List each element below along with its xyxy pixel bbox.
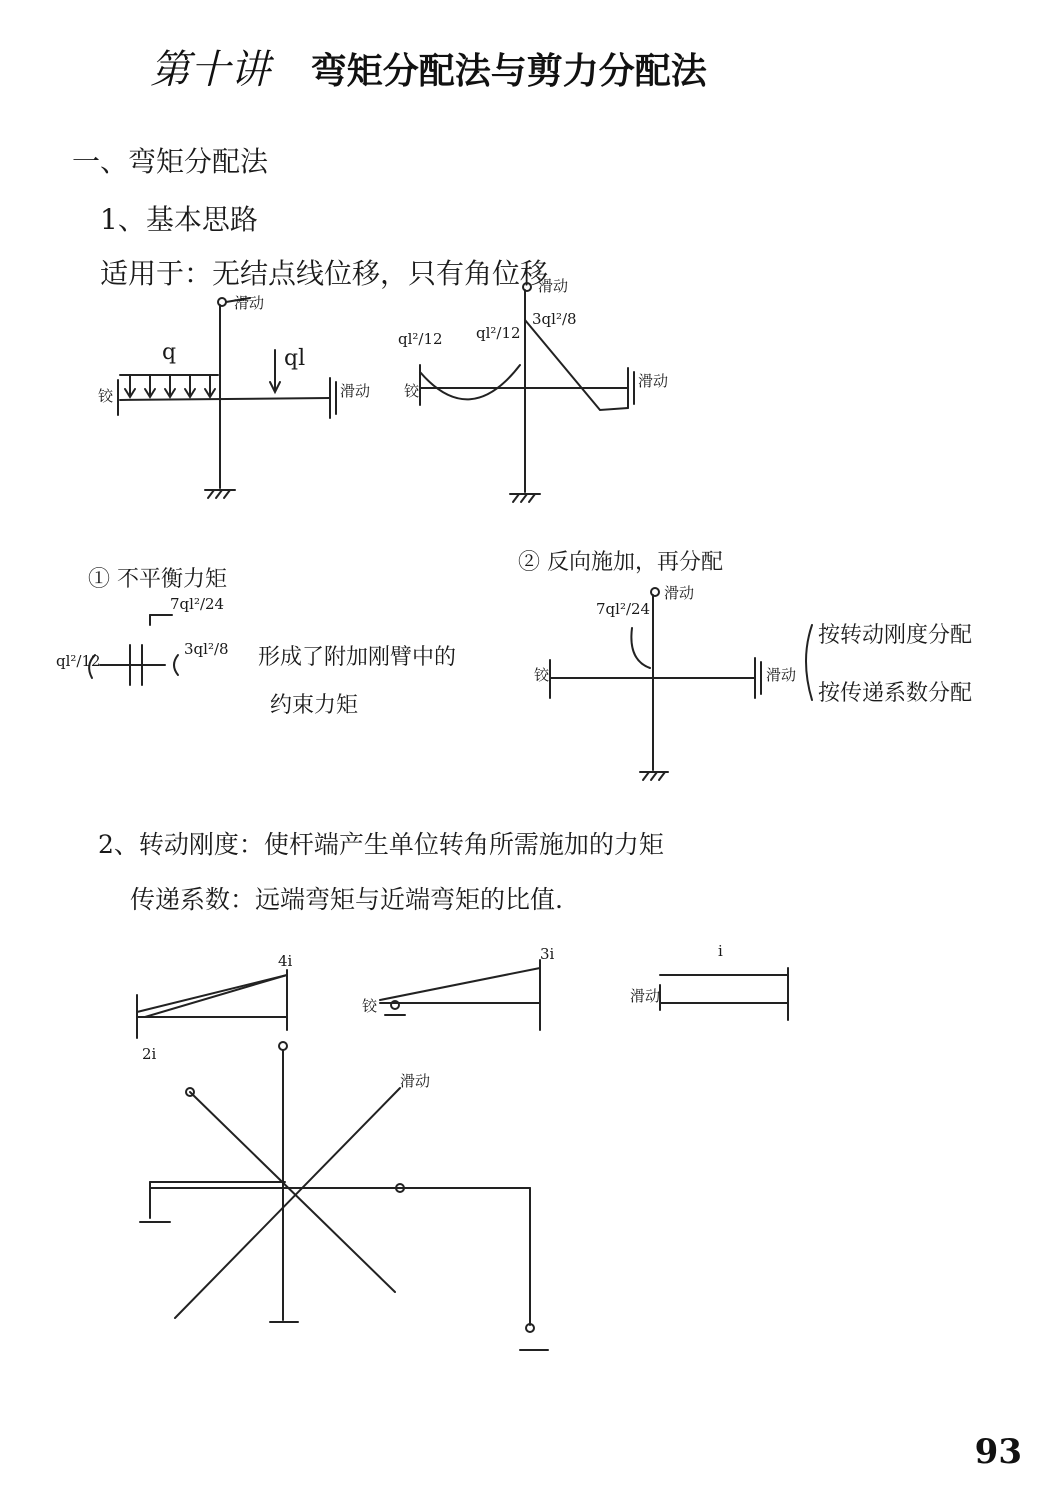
page-number: 93: [974, 1432, 1022, 1472]
slide-label: 滑动: [630, 987, 661, 1005]
stiffness-2i-label: 2i: [142, 1045, 157, 1063]
unbalanced-moment-figure: [89, 615, 178, 685]
hinge-label-3: 铰: [362, 997, 378, 1015]
roller-top-label: 滑动: [234, 294, 265, 312]
applicability-text: 适用于：无结点线位移，只有角位移: [100, 257, 549, 290]
hinge-label: 铰: [98, 387, 114, 405]
step2-roller-top: 滑动: [664, 584, 695, 602]
hinge-label-2: 铰: [404, 382, 420, 400]
section-heading: 一、弯矩分配法: [72, 145, 269, 178]
step1-note-line2: 约束力矩: [270, 693, 359, 718]
stiffness-cases-figure: [137, 960, 788, 1038]
frame-figure-1: [118, 298, 336, 498]
step1-moment-left: ql²/12: [56, 652, 101, 670]
step1-moment-right: 3ql²/8: [184, 640, 229, 658]
roller-top-label-2: 滑动: [538, 277, 569, 295]
moment-right-label: 3ql²/8: [532, 310, 577, 328]
stiffness-4i-label: 4i: [278, 952, 293, 970]
step1-moment-top: 7ql²/24: [170, 595, 225, 613]
roller-right-label: 滑动: [340, 382, 371, 400]
step2-rule2: 按传递系数分配: [818, 681, 973, 706]
moment-diagram-figure-2: [420, 283, 634, 502]
step2-hinge: 铰: [534, 666, 550, 684]
definition-stiffness: 2、转动刚度：使杆端产生单位转角所需施加的力矩: [98, 830, 664, 859]
subsection-heading: 1、基本思路: [100, 203, 258, 236]
slide-label-2: 滑动: [400, 1072, 431, 1090]
step2-roller-right: 滑动: [766, 666, 797, 684]
step2-moment-top: 7ql²/24: [596, 600, 651, 618]
definition-carryover: 传递系数：远端弯矩与近端弯矩的比值.: [130, 885, 563, 914]
lecture-label: 第十讲: [150, 47, 270, 93]
multi-member-joint-figure: [140, 1042, 548, 1350]
roller-right-label-2: 滑动: [638, 372, 669, 390]
moment-mid-label: ql²/12: [476, 324, 521, 342]
step1-note-line1: 形成了附加刚臂中的: [258, 645, 457, 670]
step2-label: ② 反向施加，再分配: [518, 550, 723, 575]
load-ql-label: ql: [284, 346, 306, 371]
load-q-label: q: [162, 340, 177, 365]
stiffness-3i-label: 3i: [540, 945, 555, 963]
stiffness-i-label: i: [718, 942, 723, 960]
step2-rule1: 按转动刚度分配: [818, 623, 973, 648]
step1-label: ① 不平衡力矩: [88, 567, 227, 592]
moment-left-label: ql²/12: [398, 330, 443, 348]
title-text: 弯矩分配法与剪力分配法: [310, 51, 707, 92]
